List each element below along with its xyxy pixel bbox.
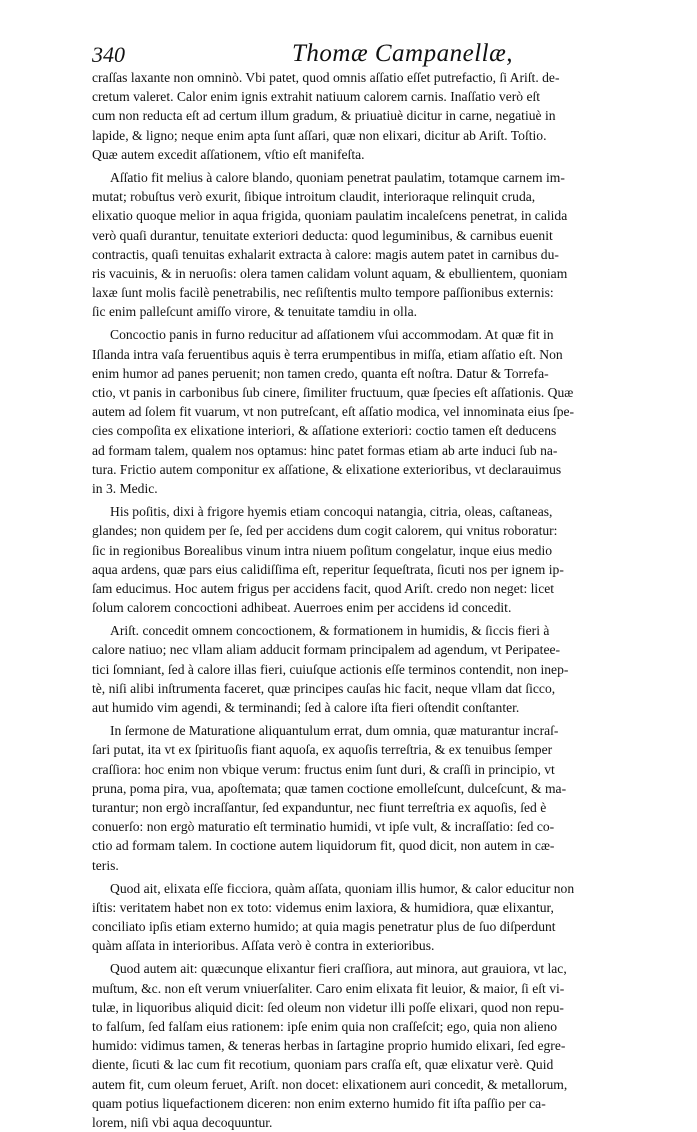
text-line: craſſiora: hoc enim non vbique verum: fructus enim ſunt duri, & craſſi in principio, vt xyxy=(92,761,555,777)
text-line: laxæ ſunt molis facilè penetrabilis, nec reſiſtentis multo tempore paſſionibus externis: xyxy=(92,285,554,301)
text-line: ris vacuinis, & in neruoſis: olera tamen calidam volunt aquam, & ebullientem, quoniam xyxy=(92,265,568,281)
text-line: pruna, poma pira, vua, apoſtemata; quæ tamen coctione emolleſcunt, dulceſcunt, & ma- xyxy=(92,780,567,796)
text-line: autem fit, cum oleum feruet, Ariſt. non docet: elixationem auri concedit, & metallorum, xyxy=(92,1076,568,1092)
text-line: enim humor ad panes peruenit; non tamen credo, quanta eſt noſtra. Datur & Torrefa- xyxy=(92,365,549,381)
text-line: Ariſt. concedit omnem concoctionem, & formationem in humidis, & ſiccis fieri à xyxy=(110,623,550,639)
text-line: ctio, vt panis in carbonibus ſub cinere, ſimiliter fructuum, quæ ſpecies eſt aſſationis. Quæ xyxy=(92,385,574,400)
text-line: calore natiuo; nec vllam aliam adducit formam principalem ad agendum, vt Peripatee- xyxy=(92,642,561,658)
page-number: 340 xyxy=(92,42,125,67)
text-line: autem ad ſolem fit vuarum, vt non putreſcant, eſt aſſatio modica, vel innominata eius ſpe- xyxy=(92,404,575,420)
text-line: tulæ, in liquoribus aliquid dicit: ſed oleum non videtur illi poſſe elixari, quod non repu- xyxy=(92,999,564,1015)
text-line: muſtum, &c. non eſt verum vniuerſaliter. Caro enim elixata fit leuior, & maior, ſi eſt vi- xyxy=(92,980,565,996)
text-line: glandes; non quidem per ſe, ſed per accidens dum cogit calorem, qui vnitus roboratur: xyxy=(92,523,558,539)
text-line: ſic in regionibus Borealibus vinum intra niuem poſitum congelatur, inque eius medio xyxy=(92,542,553,558)
text-line: ctio ad formam talem. In coctione autem liquidorum fit, quod dicit, non autem in cæ- xyxy=(92,838,555,854)
text-line: Quæ autem excedit aſſationem, vſtio eſt manifeſta. xyxy=(92,146,365,162)
text-line: to falſum, ſed falſam eius rationem: ipſe enim quia non craſſeſcit; ego, quia non alieno xyxy=(92,1019,558,1034)
text-line: tè, niſi alibi inſtrumenta faceret, quæ principes cauſas hic facit, neque vllam dat ſicco, xyxy=(92,680,556,696)
text-line: ſolum calorem concoctioni adhibeat. Auerroes enim per accidens id concedit. xyxy=(92,600,512,616)
text-line: iſtis: veritatem habet non ex toto: videmus enim laxiora, & humidiora, quæ elixantur, xyxy=(92,899,554,915)
text-line: In ſermone de Maturatione aliquantulum errat, dum omnia, quæ maturantur incraſ- xyxy=(110,723,559,739)
text-line: ſari putat, ita vt ex ſpirituoſis fiant aquoſa, ex aquoſis terreſtria, & ex tenuibus ſemper xyxy=(92,742,553,758)
text-line: aqua ardens, quæ pars eius calidiſſima eſt, reperitur ſequeſtrata, ſicuti nos per ignem ip- xyxy=(92,561,564,577)
text-line: quàm aſſata in interioribus. Aſſata verò è contra in exterioribus. xyxy=(92,938,435,954)
text-line: Quod autem ait: quæcunque elixantur fieri craſſiora, aut minora, aut grauiora, vt lac, xyxy=(110,961,567,977)
text-line: aut humido vim agendi, & terminandi; ſed à calore iſta fieri oſtendit conſtanter. xyxy=(92,700,520,715)
text-line: Quod ait, elixata eſſe ficciora, quàm aſſata, quoniam illis humor, & calor educitur non xyxy=(110,880,575,896)
text-line: mutat; robuſtus verò exurit, ſibique introitum claudit, interioraque relinquit cruda, xyxy=(92,189,536,205)
text-line: His poſitis, dixi à frigore hyemis etiam concoqui natangia, citria, oleas, caſtaneas, xyxy=(110,504,553,520)
running-head: Thomæ Campanellæ, xyxy=(292,40,514,67)
text-line: cum non reducta eſt ad certum illum gradum, & priuatiuè dicitur in carne, negatiuè in xyxy=(92,108,556,124)
text-line: humido: vidimus tamen, & teneras herbas in ſartagine proprio humido elixari, ſed egre- xyxy=(92,1038,566,1054)
text-line: Concoctio panis in furno reducitur ad aſſationem vſui accommodam. At quæ fit in xyxy=(110,327,554,343)
text-line: cretum valeret. Calor enim ignis extrahit natiuum calorem carnis. Inaſſatio verò eſt xyxy=(92,89,541,105)
text-line: ad formam talem, qualem nos optamus: hinc patet formas etiam ab arte induci ſub na- xyxy=(92,442,558,458)
text-line: ſam educimus. Hoc autem frigus per accidens facit, quod Ariſt. credo non neget: licet xyxy=(92,580,555,596)
text-line: diente, ſicuti & lac cum fit recotium, quoniam pars craſſa eſt, quæ elixatur verè. Quid xyxy=(92,1057,554,1073)
text-line: conciliato ipſis etiam externo humido; at quia magis penetratur plus de ſuo diſperdunt xyxy=(92,919,556,935)
text-line: conuerſo: non ergò maturatio eſt terminatio humidi, vt ipſe vult, & incraſſatio: ſed co- xyxy=(92,819,555,835)
text-line: teris. xyxy=(92,857,119,873)
body-text xyxy=(92,68,612,1132)
text-line: Aſſatio fit melius à calore blando, quoniam penetrat paulatim, totamque carnem im- xyxy=(110,169,565,185)
text-line: elixatio quoque melior in aqua frigida, quoniam paulatim incaleſcens penetrat, in calida xyxy=(92,208,568,224)
text-line: contractis, quaſi tenuitas exhalarit extracta à calore: magis autem patet in carnibus du- xyxy=(92,246,559,262)
text-line: in 3. Medic. xyxy=(92,480,158,496)
text-line: Iſlanda intra vaſa feruentibus aquis è terra erumpentibus in miſſa, etiam aſſatio eſt. Non xyxy=(92,346,563,362)
text-line: turantur; non ergò incraſſantur, ſed expanduntur, nec fiunt terreſtria ex aquoſis, ſed è xyxy=(92,799,547,815)
text-line: quam potius liquefactionem diceren: non enim externo humido fit iſta paſſio per ca- xyxy=(92,1095,546,1111)
text-line: tici ſomniant, ſed à calore illas fieri, cuiuſque actionis eſſe terminos contendit, non inep- xyxy=(92,661,569,677)
text-line: tura. Frictio autem componitur ex aſſatione, & elixatione exterioribus, vt declarauimus xyxy=(92,461,562,477)
text-line: verò quaſi durantur, tenuitate exteriori deducta: quod leguminibus, & carnibus euenit xyxy=(92,227,553,243)
text-line: craſſas laxante non omninò. Vbi patet, quod omnis aſſatio eſſet putrefactio, ſi Ariſt. de- xyxy=(92,70,560,85)
text-line: cies compoſita ex elixatione interiori, & aſſatione exteriori: coctio tamen eſt deducens xyxy=(92,423,557,439)
text-line: lorem, niſi vbi aqua decoquuntur. xyxy=(92,1114,273,1130)
text-line: lapide, & ligno; neque enim apta ſunt aſſari, quæ non elixari, dicitur ab Ariſt. Toſtio. xyxy=(92,127,547,143)
text-line: ſic enim palleſcunt amiſſo virore, & tenuitate tamdiu in olla. xyxy=(92,304,418,320)
